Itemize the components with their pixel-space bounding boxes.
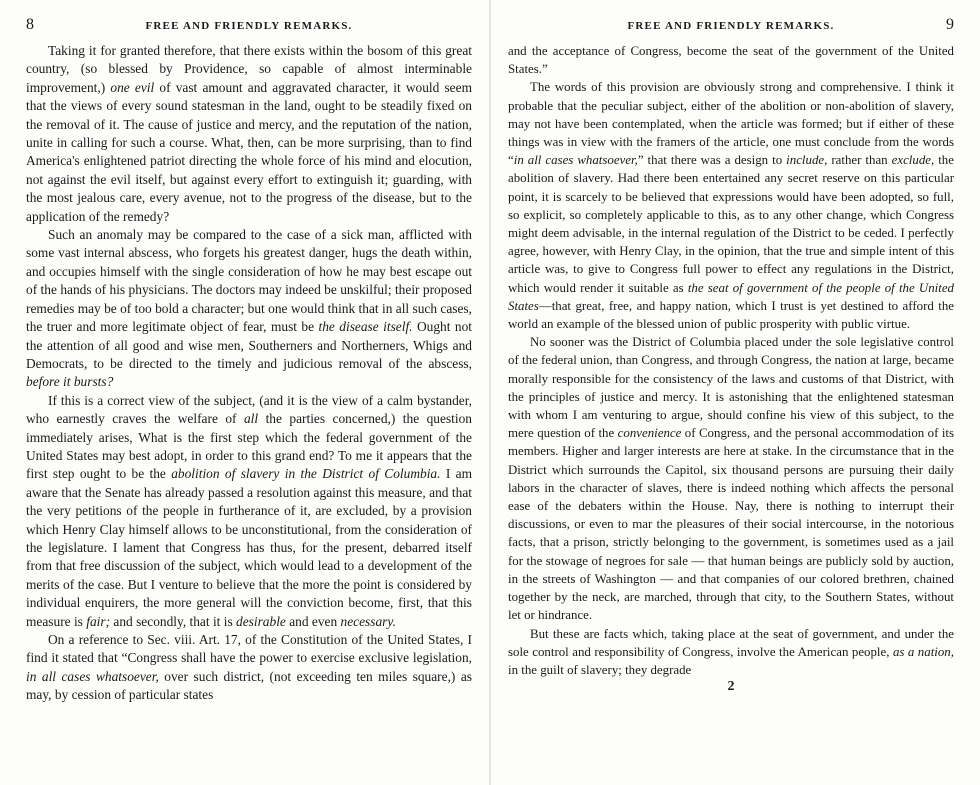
text-run: No sooner was the District of Columbia placed under the sole legislative control of the federal union, than Congress, and through Congress, the nation at large, became morally responsible for the consistency of the laws and customs of that District, with the principles of justice and mercy. It is astonishing that the enlightened statesman with whom I am venturing to argue, should confine his view of this subject, to the mere question of the [508, 335, 954, 441]
text-run: Taking it for granted therefore, that there exists within the bosom of this great country, (so blessed by Providence, so capable of almost interminable improvement,) [26, 43, 472, 95]
left-running-title: FREE AND FRIENDLY REMARKS. [145, 20, 353, 32]
italic-run: include, [786, 153, 828, 168]
text-run: and secondly, that it is [110, 613, 237, 629]
italic-run: necessary. [340, 613, 396, 629]
left-page-number: 8 [26, 16, 34, 33]
italic-run: fair; [86, 613, 111, 629]
text-run: the parties concerned,) the question immediately arises, What is the first step which the federal government of the United States may best adopt, in order to this grand end? To me it appears that the first step ought to be the [26, 411, 472, 482]
left-paragraph [26, 631, 472, 705]
right-paragraph [508, 78, 954, 333]
italic-run: in all cases whatsoever, [26, 668, 159, 684]
text-run: But these are facts which, taking place at the seat of government, and under the sole control and responsibility of Congress, involve the American people, [508, 626, 954, 659]
text-run: If this is a correct view of the subject, (and it is the view of a calm bystander, who earnestly craves the welfare of [26, 392, 472, 427]
right-page [492, 0, 980, 785]
text-run: and even [285, 613, 341, 629]
right-paragraph [508, 333, 954, 624]
signature-mark: 2 [727, 679, 735, 695]
italic-run: in all cases whatsoever, [513, 153, 638, 168]
text-run: The words of this provision are obviously strong and comprehensive. I think it probable that the peculiar subject, either of the abolition or non-abolition of slavery, may not have been contemplated, when the article was formed; but if either of these things was in view with the framers of the article, one must conclude from the words “ [508, 80, 954, 168]
book-gutter [489, 0, 491, 785]
italic-run: desirable [236, 613, 286, 629]
italic-run: one evil [110, 79, 155, 95]
italic-run: the disease itself. [318, 319, 413, 335]
right-continuation: and the acceptance of Congress, become the seat of the government of the United States.” [508, 44, 954, 77]
italic-run: as a nation, [892, 644, 954, 659]
text-run: the abolition of slavery. Had there been entertained any secret reserve on this particular point, it is scarcely to be believed that expressions would have been adopted, so full, so explicit, so completely applicable to this, as to any other change, which Congress might deem advisable, in the internal regulation of the District to be ceded. I perfectly agree, however, with Henry Clay, in the opinion, that the true and simple intent of this article was, to give to Congress full power to effect any regulations in the District, which would render it suitable as [508, 153, 954, 295]
text-run: of vast amount and aggravated character, it would seem that the views of every sound statesman in the land, ought to be steadily fixed on the removal of it. The cause of justice and mercy, and the reputation of the nation, unite in calling for such a course. What, then, can be more surprising, than to find America's enlightened patriot directing the whole force of his mind and elocution, not against the evil itself, but against every effort to extinguish it; guarding, with the most jealous care, every avenue, not to the progress of the disease, but to the application of the remedy? [26, 79, 472, 224]
italic-run: before it bursts? [26, 374, 114, 390]
text-run: Such an anomaly may be compared to the case of a sick man, afflicted with some vast internal abscess, who forgets his greatest danger, hugs the death within, and occupies himself with the single consideration of how he may best escape out of the hands of his physicians. The doctors may indeed be unskilful; their proposed remedies may be of too bold a character; but one would think that in all such cases, the truer and more legitimate object of fear, must be [26, 227, 472, 335]
text-run: over such district, (not exceeding ten miles square,) as may, by cession of particular states [26, 668, 472, 703]
text-run: On a reference to Sec. viii. Art. 17, of the Constitution of the United States, I find it stated that “Congress shall have the power to exercise exclusive legislation, [26, 632, 472, 666]
text-run: ” that there was a design to [637, 153, 787, 168]
left-paragraph [26, 42, 472, 226]
right-running-title: FREE AND FRIENDLY REMARKS. [627, 20, 835, 32]
right-body-text [508, 42, 954, 679]
left-paragraph [26, 392, 472, 631]
italic-run: abolition of slavery in the District of Columbia. [171, 466, 441, 482]
right-running-head [508, 14, 954, 36]
italic-run: exclude, [891, 153, 935, 168]
text-run: in the guilt of slavery; they degrade [508, 662, 692, 677]
left-running-head [26, 14, 472, 36]
right-page-number: 9 [946, 16, 954, 33]
text-run: —that great, free, and happy nation, which I trust is yet destined to afford the world an example of the blessed union of public prosperity with public virtue. [508, 298, 954, 332]
italic-run: all [243, 411, 259, 427]
italic-run: convenience [617, 426, 682, 441]
left-paragraph [26, 226, 472, 392]
text-run: Ought not the attention of all good and wise men, Southerners and Northerners, Whigs and Democrats, to be directed to the timely and judicious removal of the abscess, [26, 319, 472, 371]
text-run: of Congress, and the personal accommodation of its members. Higher and larger interests are here at stake. In the circumstance that in the District which surrounds the Capitol, six thousand persons are pursuing their daily labors in the character of slaves, there is indeed nothing which affects the personal ease of the debaters within the House. Nay, there is nothing to interrupt their discussions, or even to mar the pleasures of their social intercourse, in the notorious facts, that a prison, strictly belonging to the government, is sometimes used as a jail for the stowage of negroes for sale — that human beings are publicly sold by auction, in the streets of Washington — and that companies of our colored brethren, chained together by the neck, are marched, through that city, to the Southern States, without let or hindrance. [508, 426, 955, 623]
text-run: I am aware that the Senate has already passed a resolution against this measure, and that the very petitions of the people in furtherance of it, are excluded, by a provision which Henry Clay himself allows to be unconstitutional, from the consideration of the legislature. I lament that Congress has thus, for the present, debarred itself from that free discussion of the subject, which would lead to a development of the merits of the case. But I venture to believe that the more the point is considered by individual enquirers, the more general will the conviction become, first, that this measure is [26, 466, 473, 629]
italic-run: the seat of government of the people of the United States [508, 280, 954, 313]
text-run: rather than [827, 153, 892, 168]
right-paragraph [508, 625, 954, 680]
left-body-text [26, 42, 472, 705]
